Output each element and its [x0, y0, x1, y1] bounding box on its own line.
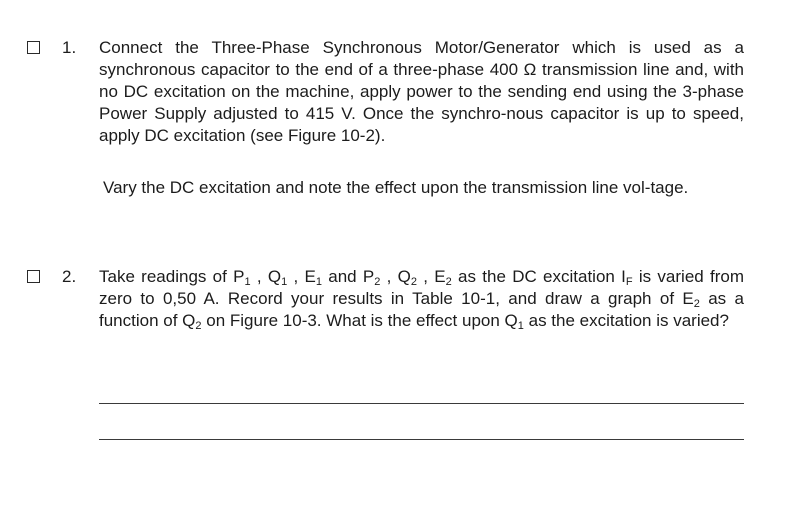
step-2-checkbox[interactable]	[27, 270, 40, 283]
step-1-paragraph-2: Vary the DC excitation and note the effect upon the transmission line vol-tage.	[103, 178, 689, 197]
step-1-checkbox[interactable]	[27, 41, 40, 54]
answer-line-1[interactable]	[99, 403, 744, 404]
answer-line-2[interactable]	[99, 439, 744, 440]
step-1-number: 1.	[62, 38, 77, 57]
step-2-paragraph: Take readings of $P_1$ , $Q_1$ , $E_1$ and $P_2$ , $Q_2$ , $E_2$ as the DC excitation $I_F$ is varied from zero to 0,50 A. Record your results in Table 10-1, and draw a graph of $E_2$ as a function of $Q_2$ on Figure 10-3. What is the effect upon $Q_1$ as the excitation is varied?	[99, 267, 745, 332]
step-1-paragraph-1: Connect the Three-Phase Synchronous Motor/Generator which is used as a synchronous capacitor to the end of a three-phase 400 Ω transmission line and, with no DC excitation on the machine, apply power to the sending end using the 3-phase Power Supply adjusted to 415 V. Once the synchro-nous capacitor is up to speed, apply DC excitation (see Figure 10-2).	[99, 38, 744, 145]
step-2-number: 2.	[62, 267, 77, 286]
